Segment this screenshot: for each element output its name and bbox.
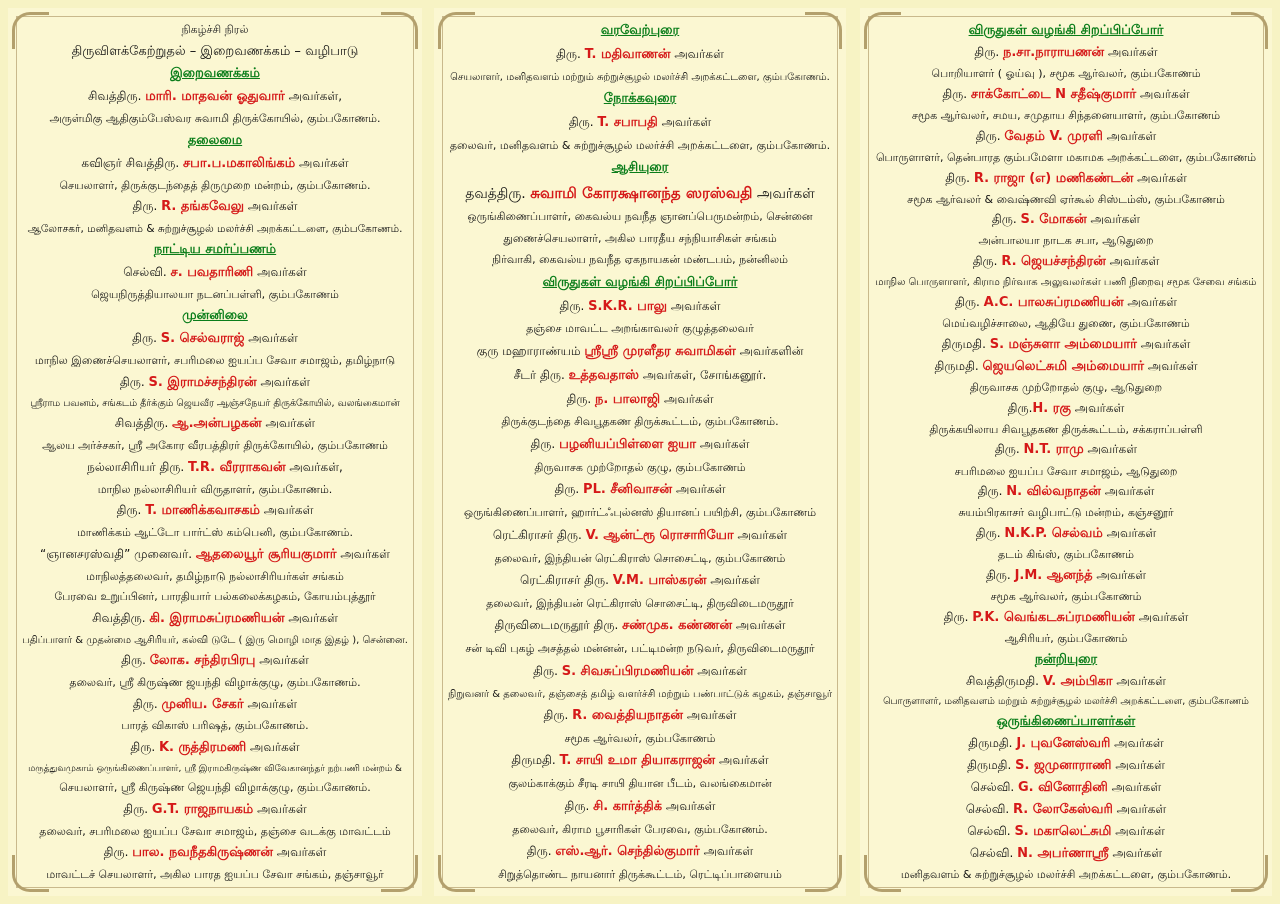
person-name: G. வினோதினி: [1018, 779, 1108, 795]
name-suffix: அவர்கள்: [1111, 757, 1165, 772]
honorific: “ஞானசரஸ்வதி” முனைவர்.: [40, 546, 196, 561]
honorific: திரு.: [556, 46, 585, 61]
person-name-line: [995, 443, 1137, 458]
person-name: உத்தவதாஸ்: [568, 367, 639, 383]
honorific: திரு.: [942, 86, 971, 101]
honorific: திருமதி.: [968, 735, 1017, 750]
name-suffix: அவர்கள்: [660, 391, 714, 406]
honorific: திரு.: [977, 484, 1007, 499]
person-name-line: [565, 800, 716, 815]
section-heading: நாட்டிய சமர்ப்பணம்: [153, 241, 277, 257]
name-suffix: அவர்கள்: [261, 416, 316, 431]
person-name: R. லோகேஸ்வரி: [1012, 802, 1113, 817]
person-designation: திருக்கயிலாய சிவபூதகண திருக்கூட்டம், சக்கராப்பள்ளி: [929, 422, 1203, 436]
person-name: G.T. ராஜநாயகம்: [151, 801, 254, 817]
person-name-line: [966, 803, 1167, 818]
name-suffix: அவர்கள்: [1107, 779, 1162, 794]
person-name-line: [942, 338, 1191, 353]
person-name-line: [123, 266, 306, 281]
person-designation: சமூக ஆர்வலர், கும்பகோணம்: [564, 731, 716, 745]
person-name-line: [520, 574, 760, 589]
name-suffix: அவர்கள்: [752, 186, 815, 203]
person-name: சுவாமி கோரக்ஷானந்த ஸரஸ்வதி: [530, 184, 753, 203]
name-suffix: அவர்கள்: [246, 739, 300, 754]
honorific: செல்வி.: [965, 802, 1013, 816]
name-suffix: அவர்கள்: [670, 46, 724, 61]
name-suffix: அவர்கள்: [733, 527, 788, 542]
honorific: திரு.: [974, 45, 1003, 60]
honorific: திரு.: [945, 170, 974, 185]
honorific: திரு.: [985, 567, 1015, 582]
section-heading: இறைவணக்கம்: [170, 66, 260, 82]
honorific: திரு.: [119, 374, 149, 389]
honorific: சிவத்திருமதி.: [966, 673, 1043, 688]
name-suffix: அவர்கள்: [1083, 442, 1138, 457]
person-name: N.T. ராமு: [1023, 442, 1084, 458]
honorific: குரு மஹாராண்யம்: [476, 343, 585, 358]
honorific: திரு.: [543, 708, 573, 723]
person-name: ச. பவதாரிணி: [170, 264, 254, 280]
person-designation: செயலாளர், ஸ்ரீ கிருஷ்ண ஜெயந்தி விழாக்குழு, கும்பகோணம்.: [59, 781, 371, 795]
section-heading: நன்றியுரை: [1034, 651, 1098, 667]
person-name: ந. பாலாஜி: [595, 391, 661, 407]
honorific: செல்வி.: [123, 264, 171, 279]
person-designation: நிறுவனர் & தலைவர், தஞ்சைத் தமிழ் வளர்ச்சி மற்றும் பண்பாட்டுக் கழகம், தஞ்சாவூர்: [447, 688, 833, 700]
panel-middle-content: [448, 24, 832, 882]
section-heading: வரவேற்புரை: [600, 23, 680, 38]
programme-title: நிகழ்ச்சி நிரல்: [181, 23, 249, 36]
person-designation: நிர்வாகி, கைவல்ய நவநீத ஏகநாயகன் மண்டபம், நன்னிலம்: [492, 253, 788, 267]
name-suffix: அவர்கள்: [253, 264, 307, 279]
person-designation: ஆலோசகர், மனிதவளம் & சுற்றுச்சூழல் மலர்ச்சி அறக்கட்டளை, கும்பகோணம்.: [27, 222, 403, 235]
person-designation: ஆசிரியர், கும்பகோணம்: [1004, 631, 1128, 645]
person-designation: அன்பாலயா நாடக சபா, ஆடுதுறை: [978, 234, 1154, 248]
name-suffix: அவர்கள்: [1111, 824, 1165, 839]
name-suffix: அவர்கள்,: [284, 89, 343, 104]
honorific: திரு.: [526, 844, 556, 859]
person-name: சபா.ப.மகாலிங்கம்: [182, 155, 296, 171]
person-name-line: [117, 504, 314, 519]
honorific: திருமதி.: [941, 336, 990, 351]
honorific: திரு.: [116, 503, 146, 518]
person-designation: பதிப்பாளர் & முதன்மை ஆசிரியர், கல்வி டுடே ( இரு மொழி மாத இதழ் ), சென்னை.: [22, 634, 408, 646]
name-suffix: அவர்கள்: [657, 114, 712, 129]
person-designation: திருக்குடந்தை சிவபூதகண திருக்கூட்டம், கும்பகோணம்.: [501, 415, 779, 429]
name-suffix: அவர்கள்: [1108, 846, 1163, 861]
honorific: திரு.: [121, 653, 150, 668]
honorific: திருவிடைமருதூர் திரு.: [494, 618, 623, 633]
person-name: S. செல்வராஜ்: [160, 331, 245, 347]
person-name-line: [1008, 402, 1125, 417]
honorific: சீடர் திரு.: [513, 367, 569, 382]
name-suffix: அவர்கள்: [693, 663, 747, 678]
person-name-line: [934, 360, 1197, 375]
name-suffix: அவர்கள்: [667, 298, 721, 313]
name-suffix: அவர்கள்: [1092, 567, 1147, 582]
person-name-line: [120, 376, 310, 391]
name-suffix: அவர்கள்: [683, 708, 737, 723]
person-name-line: [81, 157, 348, 172]
name-suffix: அவர்கள், சோங்கனூர்.: [639, 367, 767, 382]
person-name: T. மாணிக்கவாசகம்: [145, 503, 260, 519]
person-name: T. சபாபதி: [597, 114, 658, 130]
section-heading: விருதுகள் வழங்கி சிறப்பிப்போர்: [968, 23, 1164, 38]
honorific: திரு.: [533, 663, 562, 678]
name-suffix: அவர்கள்: [1134, 609, 1189, 624]
person-name-line: [967, 825, 1165, 840]
person-name: R. தங்கவேலு: [161, 199, 245, 215]
person-designation: பொருளாளர், மனிதவளம் மற்றும் சுற்றுச்சூழல் மலர்ச்சி அறக்கட்டளை, கும்பகோணம்: [883, 695, 1249, 707]
name-suffix: அவர்கள்: [1100, 484, 1155, 499]
name-suffix: அவர்கள்: [244, 331, 298, 346]
honorific: கவிஞர் சிவத்திரு.: [81, 155, 183, 170]
honorific: திரு.: [559, 298, 589, 313]
person-name: S. இராமச்சந்திரன்: [148, 374, 257, 390]
name-suffix: அவர்கள்: [295, 155, 349, 170]
person-name-line: [976, 527, 1156, 542]
person-name-line: [967, 759, 1165, 774]
person-name-line: [566, 393, 713, 408]
person-name-line: [130, 741, 299, 756]
person-name-line: [971, 781, 1161, 796]
honorific: சிவத்திரு.: [114, 416, 173, 431]
person-name-line: [544, 709, 737, 724]
person-name: N. அபர்ணாஸ்ரீ: [1017, 846, 1109, 862]
person-designation: சபரிமலை ஐயப்ப சேவா சமாஜம், ஆடுதுறை: [954, 464, 1178, 478]
person-name: பழனியப்பிள்ளை ஐயா: [559, 437, 697, 452]
person-designation: சன் டிவி புகழ் அசத்தல் மன்னன், பட்டிமன்ற நடுவர், திருவிடைமருதூர்: [465, 642, 815, 656]
person-designation: குலம்காக்கும் சீரடி சாயி தியான பீடம், வலங்கைமான்: [508, 777, 772, 791]
honorific: திரு.: [564, 798, 594, 813]
person-designation: ஒருங்கிணைப்பாளர், கைவல்ய நவநீத ஞானப்பெருமன்றம், சென்னை: [467, 210, 813, 224]
person-designation: பாரத் விகாஸ் பரிஷத், கும்பகோணம்.: [121, 719, 309, 733]
section-heading: விருதுகள் வழங்கி சிறப்பிப்போர்: [542, 274, 738, 290]
person-designation: பொறியாளர் ( ஓய்வு ), சமூக ஆர்வலர், கும்பகோணம்: [931, 67, 1201, 81]
person-name: வேதம் V. முரளி: [1004, 128, 1103, 144]
person-designation: தலைவர், மனிதவளம் & சுற்றுச்சூழல் மலர்ச்சி அறக்கட்டளை, கும்பகோணம்.: [449, 138, 831, 152]
person-name: V. அம்பிகா: [1042, 673, 1113, 689]
person-name-line: [514, 369, 767, 384]
person-name-line: [978, 485, 1155, 500]
honorific: செல்வி.: [967, 824, 1015, 839]
name-suffix: அவர்கள்: [715, 753, 769, 768]
honorific: திரு.: [972, 254, 1002, 269]
person-name-line: [121, 654, 309, 669]
person-designation: ஜெயநிருத்தியாலயா நடனப்பள்ளி, கும்பகோணம்: [91, 287, 339, 301]
person-designation: சிறுத்தொண்ட நாயனார் திருக்கூட்டம், ரெட்டிப்பாளையம்: [498, 867, 782, 881]
name-suffix: அவர்கள்: [253, 801, 307, 816]
honorific: திருமதி.: [511, 753, 560, 768]
person-name: A.C. பாலசுப்ரமணியன்: [983, 294, 1124, 310]
name-suffix: அவர்கள்: [1104, 45, 1158, 60]
person-name: S. சிவசுப்பிரமணியன்: [561, 663, 694, 679]
name-suffix: அவர்கள்: [243, 696, 298, 711]
name-suffix: அவர்கள்: [1112, 673, 1166, 688]
honorific: ரெட்கிராசர் திரு.: [492, 527, 586, 542]
person-name: ந.சா.நாராயணன்: [1003, 45, 1105, 61]
person-name: பால. நவநீதகிருஷ்ணன்: [132, 845, 273, 861]
person-name-line: [530, 438, 749, 453]
person-name: T.R. வீரராகவன்: [188, 459, 286, 475]
person-designation: அருள்மிகு ஆதிகும்பேஸ்வர சுவாமி திருக்கோயில், கும்பகோணம்.: [49, 112, 381, 126]
person-designation: தஞ்சை மாவட்ட அறங்காவலர் குழுத்தலைவர்: [526, 322, 754, 336]
person-name: T. சாயி உமா தியாகராஜன்: [559, 753, 716, 769]
person-name: சாக்கோட்டை N சதீஷ்குமார்: [970, 86, 1137, 102]
honorific: திரு.: [103, 845, 133, 860]
honorific: திரு.: [943, 609, 973, 624]
person-designation: தலைவர், கிராம பூசாரிகள் பேரவை, கும்பகோணம்.: [512, 822, 768, 836]
person-name-line: [973, 255, 1160, 270]
name-suffix: அவர்கள்: [732, 618, 786, 633]
name-suffix: அவர்கள்: [336, 546, 390, 561]
person-designation: சுயம்பிரகாசர் வழிபாட்டு மன்றம், கஞ்சனூர்: [958, 506, 1174, 520]
name-suffix: அவர்கள்: [272, 845, 327, 860]
person-name: S. மஞ்சுளா அம்மையார்: [989, 336, 1137, 352]
person-designation: மாணிக்கம் ஆட்டோ பார்ட்ஸ் கம்பெனி, கும்பகோணம்.: [76, 526, 354, 540]
name-suffix: அவர்கள்: [259, 503, 314, 518]
name-suffix: அவர்கள்: [706, 573, 760, 588]
name-suffix: அவர்கள்: [672, 482, 726, 497]
person-name: சி. கார்த்திக்: [593, 798, 663, 814]
person-name: S.K.R. பாலு: [588, 298, 668, 314]
honorific: திரு.: [566, 391, 596, 406]
person-name-line: [944, 611, 1189, 626]
person-designation: ஒருங்கிணைப்பாளர், ஹார்ட்ஃபுல்னஸ் தியானப் பயிற்சி, கும்பகோணம்: [463, 506, 817, 520]
name-suffix: அவர்கள்: [699, 844, 754, 859]
person-name-line: [465, 185, 815, 202]
person-name: மாரி. மாதவன் ஓதுவார்: [145, 89, 285, 105]
person-name: V. ஆன்ட்ரூ ரொசாரியோ: [585, 527, 734, 543]
person-designation: தலைவர், இந்தியன் ரெட்கிராஸ் சொசைட்டி, திருவிடைமருதூர்: [486, 596, 794, 610]
person-name-line: [92, 612, 338, 627]
person-name-line: [133, 698, 297, 713]
person-name: S. ஜமுனாராணி: [1015, 757, 1112, 773]
person-designation: பொருளாளர், தென்பாரத கும்பமேளா மகாமக அறக்கட்டளை, கும்பகோணம்: [875, 150, 1257, 164]
opening-rituals: திருவிளக்கேற்றுதல் – இறைவணக்கம் – வழிபாடு: [71, 43, 359, 59]
person-designation: திருவாசக முற்றோதல் குழு, ஆடுதுறை: [969, 380, 1163, 394]
person-name: J. புவனேஸ்வரி: [1016, 735, 1111, 751]
panel-right-content: [874, 24, 1258, 882]
honorific: திரு.: [132, 199, 162, 214]
person-designation: மாநிலத்தலைவர், தமிழ்நாடு நல்லாசிரியர்கள் சங்கம்: [86, 569, 344, 583]
person-designation: தலைவர், சபரிமலை ஐயப்ப சேவா சமாஜம், தஞ்சை வடக்கு மாவட்டம்: [39, 824, 391, 838]
person-designation: ஆலய அர்ச்சகர், ஸ்ரீ அகோர வீரபத்திரர் திருக்கோயில், கும்பகோணம்: [42, 439, 388, 453]
person-designation: மருத்துவமுகாம் ஒருங்கிணைப்பாளர், ஸ்ரீ இராமகிருஷ்ண விவேகானந்தர் நற்பணி மன்றம் &: [28, 763, 402, 774]
person-designation: தடம் கிங்ஸ், கும்பகோணம்: [998, 548, 1134, 562]
person-designation: பேரவை உறுப்பினர், பாரதியார் பல்கலைக்கழகம், கோயம்புத்தூர்: [54, 590, 376, 604]
section-heading: நோக்கவுரை: [603, 91, 677, 107]
name-suffix: அவர்கள்: [1110, 735, 1164, 750]
person-designation: செயலாளர், மனிதவளம் மற்றும் சுற்றுச்சூழல் மலர்ச்சி அறக்கட்டளை, கும்பகோணம்.: [450, 71, 830, 83]
person-name-line: [569, 116, 711, 131]
person-designation: ஸ்ரீராம பவனம், சங்கடம் தீர்க்கும் ஜெயவீர ஆஞ்சநேயர் திருக்கோயில், வலங்கைமான்: [30, 397, 400, 409]
person-name-line: [40, 548, 390, 563]
name-suffix: அவர்கள்: [1133, 170, 1187, 185]
person-name-line: [533, 665, 747, 680]
person-name: V.M. பாஸ்கரன்: [612, 573, 707, 589]
honorific: திரு.: [994, 442, 1024, 457]
honorific: செல்வி.: [969, 846, 1018, 861]
person-name: T. மதிவாணன்: [584, 46, 671, 62]
person-name: முனிய. சேகர்: [161, 696, 244, 712]
honorific: திரு.: [123, 801, 152, 816]
honorific: சிவத்திரு.: [92, 610, 150, 625]
person-name: R. வைத்தியநாதன்: [572, 708, 684, 724]
name-suffix: அவர்கள்: [1123, 294, 1177, 309]
name-suffix: அவர்கள்: [255, 653, 309, 668]
person-name: S. மகாலெட்சுமி: [1014, 824, 1112, 840]
person-designation: தலைவர், ஸ்ரீ கிருஷ்ண ஜயந்தி விழாக்குழு, கும்பகோணம்.: [69, 675, 361, 689]
person-name: கி. இராமசுப்ரமணியன்: [149, 610, 285, 626]
person-designation: திருவாசக முற்றோதல் குழு, கும்பகோணம்: [534, 460, 746, 474]
person-name: S. மோகன்: [1020, 212, 1087, 228]
honorific: சிவத்திரு.: [87, 89, 146, 104]
honorific: திரு.: [1007, 400, 1033, 415]
honorific: திருமதி.: [967, 757, 1016, 772]
section-heading: ஆசியுரை: [611, 160, 669, 176]
honorific: திரு.: [530, 437, 560, 451]
name-suffix: அவர்கள்: [244, 199, 298, 214]
person-name-line: [970, 847, 1162, 862]
person-name-line: [560, 300, 721, 315]
person-designation: தலைவர், இந்தியன் ரெட்கிராஸ் சொசைட்டி, கும்பகோணம்: [494, 551, 786, 565]
person-name: N. வில்வநாதன்: [1006, 484, 1101, 500]
person-name: லோக. சந்திரபிரபு: [149, 653, 256, 669]
honorific: செல்வி.: [970, 779, 1019, 794]
person-designation: சமூக ஆர்வலர், சமய, சமுதாய சிந்தனையாளர், கும்பகோணம்: [911, 108, 1221, 122]
person-name: ஆ.அன்பழகன்: [172, 416, 262, 432]
name-suffix: அவர்கள்: [1086, 212, 1141, 227]
person-name-line: [88, 90, 342, 105]
panel-middle: [434, 8, 846, 896]
person-name-line: [966, 675, 1166, 690]
name-suffix: அவர்கள்: [1070, 400, 1125, 415]
person-designation: மாநில நல்லாசிரியர் விருதாளர், கும்பகோணம்.: [97, 482, 333, 496]
person-name-line: [942, 88, 1189, 103]
name-suffix: அவர்கள்: [1102, 128, 1157, 143]
person-name-line: [955, 296, 1177, 311]
person-name-line: [992, 213, 1140, 228]
honorific: திரு.: [130, 739, 159, 754]
person-name-line: [495, 619, 786, 634]
person-name: R. ஜெயச்சந்திரன்: [1001, 254, 1106, 270]
name-suffix: அவர்களின்: [735, 343, 804, 358]
person-designation: மனிதவளம் & சுற்றுச்சூழல் மலர்ச்சி அறக்கட்டளை, கும்பகோணம்.: [900, 868, 1232, 882]
person-name-line: [115, 417, 315, 432]
person-name: எஸ்.ஆர். செந்தில்குமார்: [555, 844, 700, 860]
honorific: திரு.: [554, 482, 584, 497]
person-name-line: [974, 46, 1157, 61]
name-suffix: அவர்கள்: [256, 374, 311, 389]
honorific: திருமதி.: [934, 358, 983, 373]
person-name: R. ராஜா (எ) மணிகண்டன்: [973, 170, 1134, 186]
person-name-line: [554, 483, 725, 498]
name-suffix: அவர்கள்: [1105, 254, 1160, 269]
honorific: திரு.: [991, 212, 1021, 227]
honorific: ரெட்கிராசர் திரு.: [520, 573, 613, 588]
person-name-line: [477, 345, 804, 360]
person-name-line: [976, 130, 1157, 145]
person-designation: மாநில பொருளாளர், கிராம நிர்வாக அலுவலர்கள் பணி நிறைவு சமூக சேவை சங்கம்: [875, 277, 1257, 289]
person-name: N.K.P. செல்வம்: [1004, 526, 1103, 542]
person-name-line: [945, 172, 1187, 187]
person-name: K. ருத்திரமணி: [158, 739, 247, 755]
honorific: திரு.: [132, 331, 161, 346]
person-name-line: [87, 461, 343, 476]
honorific: நல்லாசிரியர் திரு.: [87, 459, 189, 474]
person-name: ஸ்ரீஸ்ரீ முரளீதர சுவாமிகள்: [584, 343, 736, 359]
person-name-line: [527, 845, 753, 860]
person-name-line: [968, 737, 1164, 752]
person-designation: செயலாளர், திருக்குடந்தைத் திருமுறை மன்றம், கும்பகோணம்.: [59, 178, 371, 192]
name-suffix: அவர்கள்: [1136, 336, 1191, 351]
person-name-line: [133, 200, 298, 215]
person-name-line: [511, 754, 768, 769]
person-name-line: [986, 569, 1146, 584]
person-designation: துணைச்செயலாளர், அகில பாரதீய சந்நியாசிகள் சங்கம்: [503, 231, 777, 245]
honorific: திரு.: [955, 294, 984, 309]
name-suffix: அவர்கள்: [1102, 526, 1157, 541]
panel-right: [860, 8, 1272, 896]
person-name: H. ரகு: [1032, 400, 1071, 416]
person-name: ஜெயலெட்சுமி அம்மையார்: [982, 358, 1145, 374]
person-designation: மெய்வழிச்சாலை, ஆதியே துணை, கும்பகோணம்: [942, 316, 1190, 330]
honorific: திரு.: [975, 128, 1005, 143]
name-suffix: அவர்கள்,: [285, 459, 343, 474]
person-name-line: [493, 529, 787, 544]
person-designation: சமூக ஆர்வலர், கும்பகோணம்: [990, 589, 1142, 603]
panel-left-content: [22, 24, 408, 882]
honorific: திரு.: [975, 526, 1005, 541]
honorific: தவத்திரு.: [465, 186, 531, 203]
person-designation: மாவட்டச் செயலாளர், அகில பாரத ஐயப்ப சேவா சங்கம், தஞ்சாவூர்: [46, 868, 384, 882]
name-suffix: அவர்கள்: [284, 610, 338, 625]
person-name: ஆதலையூர் சூரியகுமார்: [195, 546, 337, 562]
name-suffix: அவர்கள்: [1136, 86, 1190, 101]
name-suffix: அவர்கள்: [1112, 802, 1167, 816]
section-heading: ஒருங்கிணைப்பாளர்கள்: [996, 713, 1136, 729]
honorific: திரு.: [132, 696, 162, 711]
name-suffix: அவர்கள்: [662, 798, 716, 813]
panel-left: [8, 8, 422, 896]
person-name: PL. சீனிவாசன்: [583, 482, 673, 498]
person-designation: மாநில இணைச்செயலாளர், சபரிமலை ஐயப்ப சேவா சமாஜம், தமிழ்நாடு: [34, 354, 396, 368]
person-name-line: [123, 803, 306, 818]
person-name-line: [132, 332, 298, 347]
person-name-line: [556, 48, 724, 63]
name-suffix: அவர்கள்: [696, 437, 750, 451]
honorific: திரு.: [568, 114, 598, 129]
person-name: சண்முக. கண்ணன்: [622, 618, 733, 634]
person-designation: சமூக ஆர்வலர் & வைஷ்ணவி ஏர்கூல் சிஸ்டம்ஸ், கும்பகோணம்: [907, 192, 1225, 206]
person-name-line: [104, 846, 327, 861]
section-heading: முன்னிலை: [182, 308, 248, 324]
section-heading: தலைமை: [187, 132, 243, 148]
person-name: J.M. ஆனந்த்: [1014, 567, 1093, 583]
person-name: P.K. வெங்கடசுப்ரமணியன்: [972, 609, 1135, 625]
name-suffix: அவர்கள்: [1144, 358, 1198, 373]
